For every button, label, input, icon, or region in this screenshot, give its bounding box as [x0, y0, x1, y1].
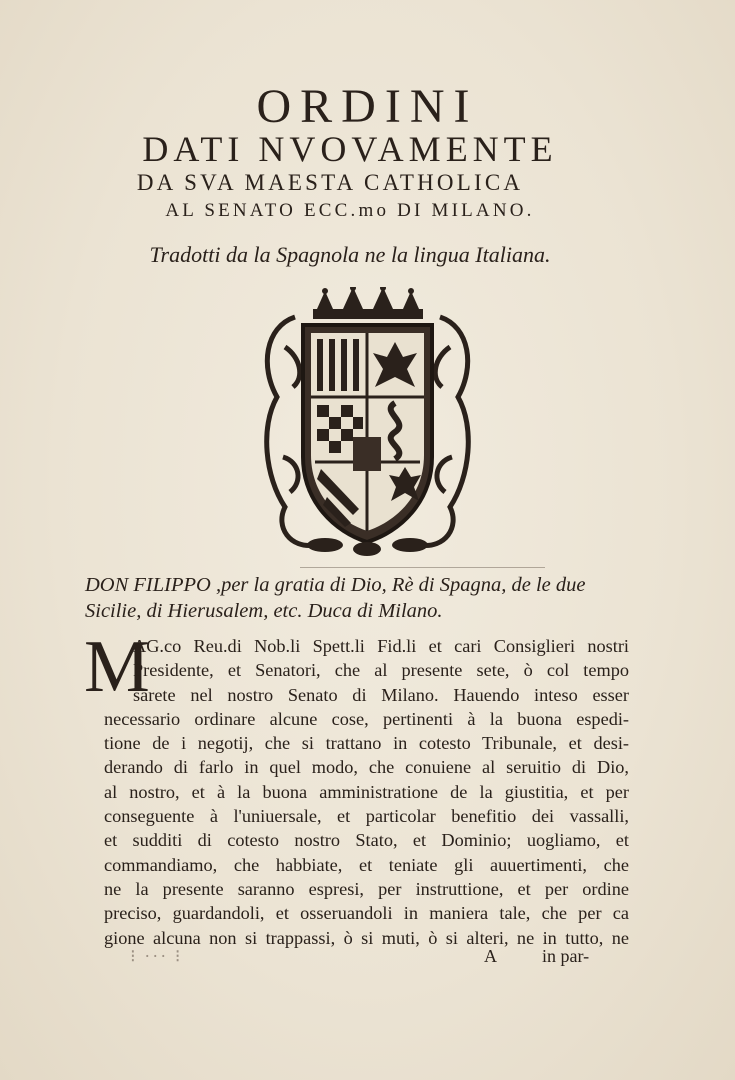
body-line: AG.co Reu.di Nob.li Spett.li Fid.li et cari Consiglieri nostri [133, 636, 629, 656]
body-line: commandiamo, che habbiate, et teniate gli auuertimenti, che [104, 854, 629, 875]
subtitle: Tradotti da la Spagnola ne la lingua Italiana. [149, 242, 551, 267]
body-line: conseguente à l'uniuersale, et particolar benefitio dei vassalli, [104, 806, 629, 827]
body-line: derando di farlo in quel modo, che conuiene al seruitio di Dio, [104, 757, 629, 778]
body-line: Presidente, et Senatori, che al presente sete, ò col tempo [133, 660, 629, 681]
divider [300, 567, 545, 568]
heading-line-2: Sicilie, di Hierusalem, etc. Duca di Milano. [85, 600, 443, 622]
body-line: preciso, guardandoli, et osseruandoli in maniera tale, che per ca [104, 903, 629, 924]
coat-of-arms-icon [255, 287, 480, 557]
body-line: sarete nel nostro Senato di Milano. Hauendo inteso esser [133, 684, 629, 705]
body-line: et sudditi di cotesto nostro Stato, et Dominio; uogliamo, et [104, 830, 629, 851]
heading-line-1: DON FILIPPO ,per la gratia di Dio, Rè di Spagna, de le due [85, 574, 586, 596]
catchword: in par- [542, 946, 590, 966]
signature-mark: A [484, 946, 497, 966]
title-line-3: DA SVA MAESTA CATHOLICA [136, 170, 524, 195]
title-line-4: AL SENATO ECC.mo DI MILANO. [165, 200, 535, 221]
title-line-1: ORDINI [256, 80, 479, 133]
drop-cap: M [84, 626, 150, 708]
body-line: tione de i negotij, che si trattano in cotesto Tribunale, et desi- [104, 733, 629, 754]
body-line: ne la presente saranno espresi, per instruttione, et per ordine [104, 878, 629, 899]
body-line: al nostro, et à la buona amministratione de la giustitia, et per [104, 781, 629, 802]
heading [85, 572, 645, 624]
body-line: gione alcuna non si trappassi, ò si muti, ò si alteri, ne in tutto, ne [104, 927, 629, 948]
footer-ornament: ⁝ ··· ⁝ [130, 946, 183, 966]
body-line: necessario ordinare alcune cose, pertinenti à la buona espedi- [104, 708, 629, 729]
page-footer [130, 946, 600, 970]
title-line-2: DATI NVOVAMENTE [142, 129, 558, 169]
body-text [104, 634, 629, 950]
